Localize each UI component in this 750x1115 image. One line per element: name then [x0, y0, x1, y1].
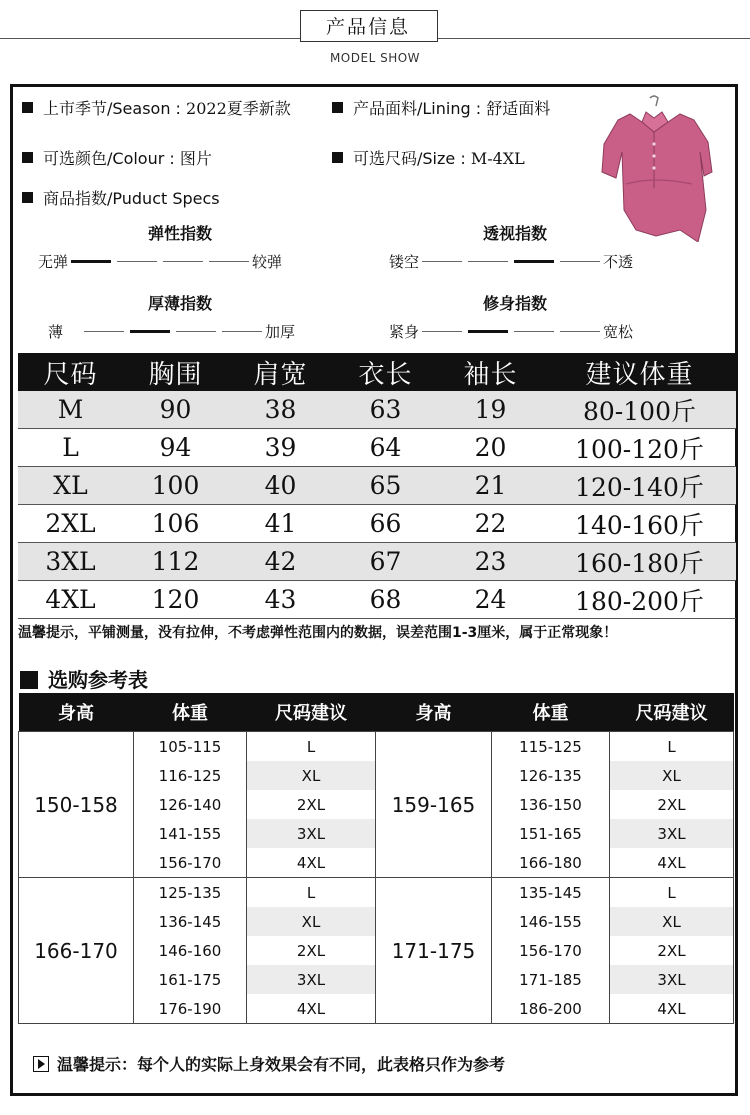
scale-segment — [560, 261, 600, 262]
lining-label: 产品面料/Lining : — [353, 99, 487, 118]
thickness-scale — [48, 321, 295, 342]
header-size-advice: 尺码建议 — [610, 693, 734, 732]
size-cell: 3XL — [247, 965, 376, 994]
header-weight: 体重 — [134, 693, 247, 732]
see-through-scale — [389, 251, 633, 272]
season-info — [22, 96, 291, 119]
elastic-left: 无弹 — [38, 253, 69, 271]
cell: 2XL — [18, 505, 123, 543]
lining-info — [332, 96, 550, 119]
elastic-right: 较弹 — [252, 253, 283, 271]
size-cell: 2XL — [610, 936, 734, 965]
colour-label: 可选颜色/Colour : — [43, 149, 180, 168]
size-value: M-4XL — [470, 149, 525, 168]
weight-cell: 171-185 — [492, 965, 610, 994]
guide-title-text: 选购参考表 — [48, 668, 148, 692]
header-height: 身高 — [376, 693, 492, 732]
square-bullet-icon — [22, 152, 33, 163]
cell: 23 — [438, 543, 543, 581]
fit-right: 宽松 — [603, 323, 634, 341]
cell: 140-160斤 — [543, 505, 736, 543]
scale-segment — [117, 261, 157, 262]
cell: M — [18, 391, 123, 429]
weight-cell: 166-180 — [492, 848, 610, 878]
size-cell: L — [247, 878, 376, 908]
cell: 63 — [333, 391, 438, 429]
header-length: 衣长 — [333, 353, 438, 391]
cell: 160-180斤 — [543, 543, 736, 581]
scale-segment — [209, 261, 249, 262]
scale-segment — [468, 330, 508, 333]
cell: 100-120斤 — [543, 429, 736, 467]
size-cell: L — [610, 878, 734, 908]
cell: 20 — [438, 429, 543, 467]
cell: 120 — [123, 581, 228, 619]
specs-info — [22, 186, 220, 209]
square-bullet-icon — [332, 152, 343, 163]
reference-note — [33, 1052, 505, 1075]
weight-cell: 146-155 — [492, 907, 610, 936]
header-weight: 建议体重 — [543, 353, 736, 391]
scale-segment — [176, 331, 216, 332]
cell: 24 — [438, 581, 543, 619]
scale-segment — [163, 261, 203, 262]
size-cell: 2XL — [610, 790, 734, 819]
table-row — [19, 878, 734, 908]
cell: 68 — [333, 581, 438, 619]
table-row — [18, 505, 736, 543]
purchase-guide-table — [18, 693, 734, 1024]
cell: XL — [18, 467, 123, 505]
cell: 43 — [228, 581, 333, 619]
pink-blouse-icon — [596, 92, 714, 242]
table-row — [18, 429, 736, 467]
see-through-right: 不透 — [603, 253, 634, 271]
size-cell: XL — [610, 761, 734, 790]
scale-segment — [422, 261, 462, 262]
fit-left: 紧身 — [389, 323, 420, 341]
weight-cell: 105-115 — [134, 732, 247, 762]
height-cell: 159-165 — [376, 732, 492, 878]
cell: 112 — [123, 543, 228, 581]
size-cell: XL — [247, 907, 376, 936]
page-subtitle: MODEL SHOW — [329, 51, 421, 65]
cell: 80-100斤 — [543, 391, 736, 429]
colour-value: 图片 — [179, 149, 212, 168]
square-bullet-icon — [22, 102, 33, 113]
size-cell: 3XL — [610, 819, 734, 848]
weight-cell: 136-145 — [134, 907, 247, 936]
weight-cell: 116-125 — [134, 761, 247, 790]
scale-segment — [514, 260, 554, 263]
table-row — [18, 543, 736, 581]
size-info — [332, 146, 525, 169]
cell: 21 — [438, 467, 543, 505]
size-cell: 2XL — [247, 790, 376, 819]
weight-cell: 141-155 — [134, 819, 247, 848]
size-cell: 3XL — [247, 819, 376, 848]
weight-cell: 146-160 — [134, 936, 247, 965]
play-icon — [33, 1056, 49, 1072]
size-cell: XL — [610, 907, 734, 936]
header-size-advice: 尺码建议 — [247, 693, 376, 732]
header-line-left — [0, 38, 300, 39]
measurement-note: 温馨提示，平铺测量，没有拉伸，不考虑弹性范围内的数据，误差范围1-3厘米，属于正常现象！ — [18, 625, 618, 641]
size-cell: L — [610, 732, 734, 762]
cell: 106 — [123, 505, 228, 543]
height-cell: 171-175 — [376, 878, 492, 1024]
colour-info — [22, 146, 212, 169]
cell: 41 — [228, 505, 333, 543]
cell: 22 — [438, 505, 543, 543]
cell: 65 — [333, 467, 438, 505]
header-line-right — [436, 38, 750, 39]
size-cell: 4XL — [610, 994, 734, 1024]
weight-cell: 115-125 — [492, 732, 610, 762]
size-label: 可选尺码/Size : — [353, 149, 471, 168]
weight-cell: 135-145 — [492, 878, 610, 908]
square-bullet-icon — [20, 671, 38, 689]
scale-segment — [130, 330, 170, 333]
height-cell: 166-170 — [19, 878, 134, 1024]
cell: 4XL — [18, 581, 123, 619]
square-bullet-icon — [22, 192, 33, 203]
weight-cell: 126-140 — [134, 790, 247, 819]
table-row — [18, 581, 736, 619]
weight-cell: 151-165 — [492, 819, 610, 848]
size-cell: 3XL — [610, 965, 734, 994]
size-table-header — [18, 353, 736, 391]
table-row — [18, 391, 736, 429]
cell: 67 — [333, 543, 438, 581]
cell: 64 — [333, 429, 438, 467]
weight-cell: 125-135 — [134, 878, 247, 908]
cell: 180-200斤 — [543, 581, 736, 619]
size-cell: 2XL — [247, 936, 376, 965]
fit-title: 修身指数 — [482, 294, 547, 313]
header-size: 尺码 — [18, 353, 123, 391]
size-table — [18, 353, 736, 619]
size-cell: 4XL — [247, 994, 376, 1024]
size-cell: XL — [247, 761, 376, 790]
scale-segment — [84, 331, 124, 332]
fit-scale — [389, 321, 633, 342]
weight-cell: 186-200 — [492, 994, 610, 1024]
height-cell: 150-158 — [19, 732, 134, 878]
cell: 38 — [228, 391, 333, 429]
header-height: 身高 — [19, 693, 134, 732]
cell: 40 — [228, 467, 333, 505]
cell: 100 — [123, 467, 228, 505]
scale-segment — [422, 331, 462, 332]
page-title: 产品信息 — [325, 16, 410, 38]
cell: 90 — [123, 391, 228, 429]
weight-cell: 161-175 — [134, 965, 247, 994]
elastic-scale — [38, 251, 282, 272]
thickness-right: 加厚 — [265, 323, 296, 341]
cell: 19 — [438, 391, 543, 429]
cell: L — [18, 429, 123, 467]
header-weight: 体重 — [492, 693, 610, 732]
guide-title — [20, 664, 148, 693]
scale-segment — [514, 331, 554, 332]
table-row — [19, 732, 734, 762]
weight-cell: 126-135 — [492, 761, 610, 790]
see-through-title: 透视指数 — [482, 224, 547, 243]
header-chest: 胸围 — [123, 353, 228, 391]
specs-label: 商品指数/Puduct Specs — [43, 189, 220, 208]
cell: 66 — [333, 505, 438, 543]
weight-cell: 156-170 — [492, 936, 610, 965]
thickness-title: 厚薄指数 — [147, 294, 212, 313]
guide-header — [19, 693, 734, 732]
square-bullet-icon — [332, 102, 343, 113]
cell: 120-140斤 — [543, 467, 736, 505]
header-shoulder: 肩宽 — [228, 353, 333, 391]
cell: 39 — [228, 429, 333, 467]
scale-segment — [560, 331, 600, 332]
table-row — [18, 467, 736, 505]
season-label: 上市季节/Season : — [43, 99, 187, 118]
reference-note-text: 温馨提示：每个人的实际上身效果会有不同，此表格只作为参考 — [57, 1055, 506, 1074]
elastic-title: 弹性指数 — [147, 224, 212, 243]
lining-value: 舒适面料 — [486, 99, 551, 118]
scale-segment — [222, 331, 262, 332]
weight-cell: 156-170 — [134, 848, 247, 878]
cell: 3XL — [18, 543, 123, 581]
header-sleeve: 袖长 — [438, 353, 543, 391]
weight-cell: 136-150 — [492, 790, 610, 819]
weight-cell: 176-190 — [134, 994, 247, 1024]
size-cell: 4XL — [247, 848, 376, 878]
size-cell: L — [247, 732, 376, 762]
cell: 42 — [228, 543, 333, 581]
size-cell: 4XL — [610, 848, 734, 878]
scale-segment — [468, 261, 508, 262]
season-value: 2022夏季新款 — [186, 99, 291, 118]
thickness-left: 薄 — [48, 323, 64, 341]
see-through-left: 镂空 — [389, 253, 420, 271]
cell: 94 — [123, 429, 228, 467]
scale-segment — [71, 260, 111, 263]
